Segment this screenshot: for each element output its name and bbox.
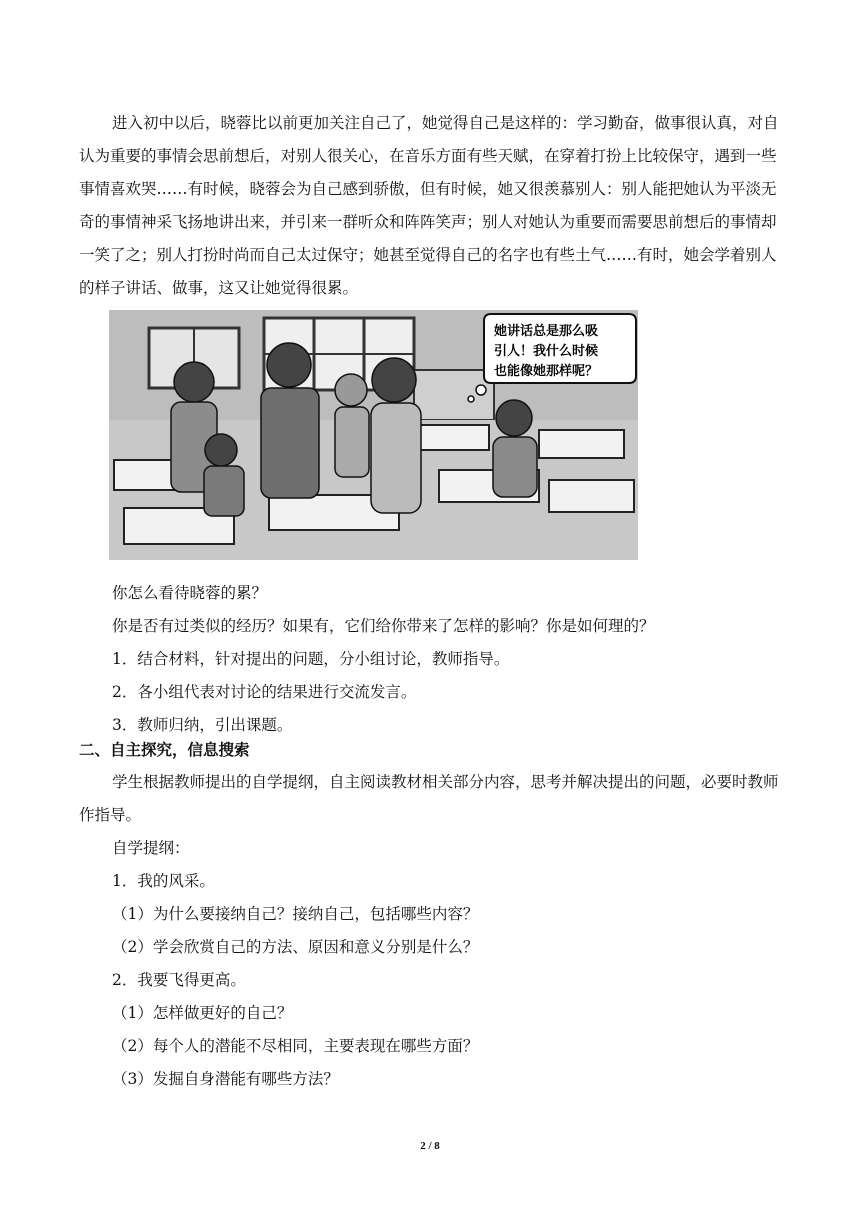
question-1: 你怎么看待晓蓉的累？ — [112, 584, 268, 602]
outline-item-2-3: （3）发掘自身潜能有哪些方法？ — [112, 1070, 339, 1088]
outline-item-1: 1．我的风采。 — [112, 872, 215, 890]
classroom-drawing — [109, 310, 638, 560]
thought-bubble-line-1: 她讲话总是那么吸 — [494, 324, 599, 339]
outline-item-1-1: （1）为什么要接纳自己？接纳自己，包括哪些内容？ — [112, 905, 479, 923]
section-2-heading: 二、自主探究，信息搜索 — [79, 740, 250, 759]
step-3: 3．教师归纳，引出课题。 — [112, 716, 293, 734]
page-number: 2 / 8 — [420, 1140, 440, 1152]
outline-item-2-2: （2）每个人的潜能不尽相同，主要表现在哪些方面？ — [112, 1037, 479, 1055]
outline-item-2: 2．我要飞得更高。 — [112, 971, 246, 989]
outline-item-1-2: （2）学会欣赏自己的方法、原因和意义分别是什么？ — [112, 938, 479, 956]
outline-item-2-1: （1）怎样做更好的自己？ — [112, 1004, 293, 1022]
question-2: 你是否有过类似的经历？如果有，它们给你带来了怎样的影响？你是如何理的？ — [112, 617, 655, 635]
thought-bubble-line-2: 引人！我什么时候 — [494, 344, 599, 359]
thought-bubble-line-3: 也能像她那样呢？ — [494, 364, 599, 379]
classroom-illustration — [109, 310, 638, 560]
intro-paragraph: 进入初中以后，晓蓉比以前更加关注自己了，她觉得自己是这样的：学习勤奋，做事很认真，对自认为重要的事情会思前想后，对别人很关心，在音乐方面有些天赋，在穿着打扮上比较保守，遇到一些事情喜欢哭……有时候，晓蓉会为自己感到骄傲，但有时候，她又很羡慕别人：别人能把她认为平淡无奇的事情神采飞扬地讲出来，并引来一群听众和阵阵笑声；别人对她认为重要而需要思前想后的事情却一笑了之；别人打扮时尚而自己太过保守；她甚至觉得自己的名字也有些土气……有时，她会学着别人的样子讲话、做事，这又让她觉得很累。 — [79, 114, 779, 297]
outline-label: 自学提纲： — [112, 839, 190, 857]
step-2: 2．各小组代表对讨论的结果进行交流发言。 — [112, 683, 417, 701]
section-2-paragraph: 学生根据教师提出的自学提纲，自主阅读教材相关部分内容，思考并解决提出的问题，必要时教师作指导。 — [79, 773, 779, 824]
step-1: 1．结合材料，针对提出的问题，分小组讨论，教师指导。 — [112, 650, 510, 668]
